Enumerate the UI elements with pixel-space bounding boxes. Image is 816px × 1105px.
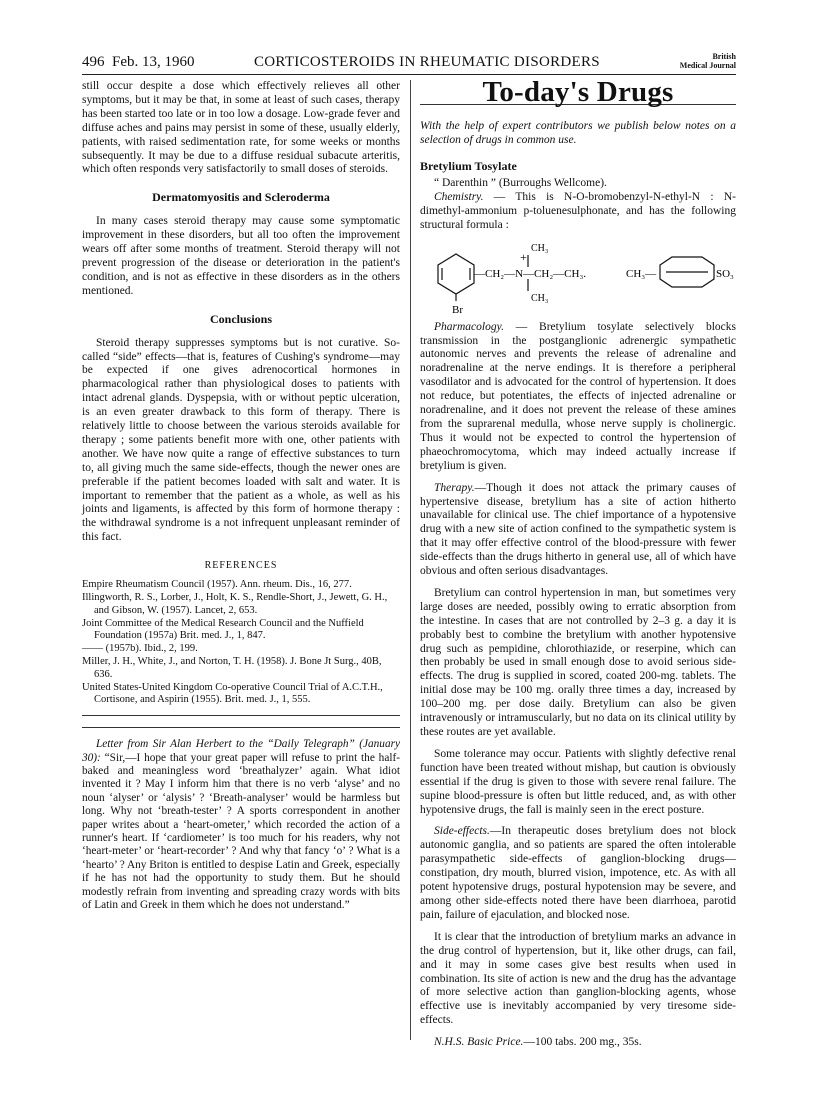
therapy-paragraph <box>420 482 736 579</box>
side-effects-text: —In therapeutic doses bretylium does not block autonomic ganglia, and so patients are spared the often intolerable parasympathetic side-effects of ganglion-blocking drugs—constipation, dry mouth, blurred vision, impotence, etc. As with all potent hypotensive drugs, postural hypotension may be severe, and among other side-effects noted there have been diarrhoea, parotid pain, failure of ejaculation, and blocked nose. <box>420 825 736 921</box>
formula-bromo: Br <box>452 303 463 316</box>
therapy-text: —Though it does not attack the primary causes of hypertensive disease, bretylium has a site of action hitherto unavailable for clinical use. The chief importance of a hypotensive drug with a new site of action confined to the sympathetic system is that it may offer effective control of the blood-pressure with fewer side-effects than the drugs hitherto in general use, all of which have obvious and often serious disadvantages. <box>420 481 736 578</box>
section-heading-conclusions: Conclusions <box>209 311 273 326</box>
structural-formula <box>420 235 736 317</box>
formula-sulphonate: SO₃ <box>716 267 734 280</box>
reference-item: Joint Committee of the Medical Research Council and the Nuffield Foundation (1957a) Brit. med. J., 1, 847. <box>82 617 364 641</box>
summary-paragraph: It is clear that the introduction of bretylium marks an advance in the drug control of hypertension, but it, like other drugs, can fail, and it may in some cases give best results when used in combination. Its site of action is new and the drug has the advantage of more selective action than ganglion-blocking agents, whose effective use is inevitably accompanied by very tiresome side-effects. <box>420 930 736 1027</box>
herbert-letter <box>82 738 400 912</box>
journal-name <box>680 52 736 70</box>
drug-heading: Bretylium Tosylate <box>420 159 517 174</box>
section-title-todays-drugs: To-day's Drugs <box>482 76 674 108</box>
therapy-label: Therapy. <box>434 481 475 494</box>
tolerance-paragraph: Some tolerance may occur. Patients with slightly defective renal function have been treated without mishap, but caution is obviously essential if the drug is given to those with severe renal failure. The supine blood-pressure is often but little reduced, and, as with other hypotensive drugs, the fall is mainly seen in the erect posture. <box>420 747 736 816</box>
reference-item: Illingworth, R. S., Lorber, J., Holt, K. S., Rendle-Short, J., Jewett, G. H., and Gibson, W. (1957). Lancet, 2, 653. <box>82 592 388 616</box>
section-rule <box>82 715 400 716</box>
letter-body: “Sir,—I hope that your great paper will refuse to print the half-baked and meaningless word ‘breathalyzer’ again. What idiot invented it ? May I inform him that there is no verb ‘alyse’ and no noun ‘alyser’ or ‘alysis’ ? ‘Breath-analyser’ would be harmless but long. Why not ‘breath-tester’ ? A sports correspondent in another paper writes about a ‘heart-ometer,’ which recorded the action of a runner's heart. If ‘cardiometer’ is too much for his readers, why not ‘heart-meter’ or ‘heart-recorder’ ? And why that fancy ‘o’ ? What is a ‘hearto’ ? Any Briton is entitled to despise Latin and Greek, especially if he has not had the opportunity to study them. But he should modestly refrain from inventing and spreading crazy words with bits of Latin and Greek in them which he does not understand.” <box>82 751 400 911</box>
journal-name-line2: Medical Journal <box>679 61 736 70</box>
running-header <box>82 52 736 74</box>
column-divider <box>410 80 411 1040</box>
formula-methyl-top: CH₃ <box>531 242 549 254</box>
structural-formula-diagram <box>420 235 736 317</box>
issue-date: Feb. 13, 1960 <box>112 54 195 70</box>
pharmacology-text: — Bretylium tosylate selectively blocks transmission in the postganglionic adrenergic sympathetic autonomic nerves and prevents the release of adrenaline and noradrenaline at the nerve endings. It is therefore a peripheral vasodilator and is advocated for the control of hypertension. It does not reduce, but potentiates, the effects of injected adrenaline or noradrenaline, and it does not prevent the release of these amines from the suprarenal medulla, whose nerve supply is cholinergic. Thus it would not be expected to control the hypertension of phaeochromocytoma, which may indeed actually increase if bretylium is given. <box>420 320 736 472</box>
formula-tosyl-methyl: CH₃— <box>626 267 657 280</box>
running-title: CORTICOSTEROIDS IN RHEUMATIC DISORDERS <box>254 54 600 70</box>
letter-title: Letter from Sir Alan Herbert to the “Daily Telegraph” (January 30): <box>82 738 400 764</box>
reference-list <box>82 579 400 706</box>
pharmacology-paragraph <box>420 321 736 474</box>
dosage-paragraph: Bretylium can control hypertension in man, but sometimes very large doses are needed, possibly owing to erratic absorption from the intestine. In cases that are not controlled by 2–3 g. a day it is probably best to combine the bretylium with another hypotensive drug such as pempidine, chlorothiazide, or reserpine, which can then probably be used in small enough dose to avoid serious side-effects. The drug is supplied in scored, coated 200-mg. tablets. The initial dose may be 100 mg. orally three times a day, increased by 100–200 mg. per dose daily. Bretylium can also be given intravenously or intramuscularly, but no data on its clinical utility by these routes are yet available. <box>420 586 736 738</box>
page-number-date <box>82 54 195 71</box>
formula-chain: —CH₂—N—CH₂—CH₃. <box>474 267 587 280</box>
price-line <box>420 1036 736 1050</box>
header-rule <box>82 74 736 75</box>
reference-item: Miller, J. H., White, J., and Norton, T. H. (1958). J. Bone Jt Surg., 40B, 636. <box>82 656 382 680</box>
formula-methyl-bottom: CH₃ <box>531 292 549 304</box>
benzene-ring <box>438 254 474 294</box>
arteritis-paragraph: still occur despite a dose which effectively relieves all other symptoms, but it may be that, in some at least of such cases, therapy has been started too late or in too low a dosage. Low-grade fever and diffuse aches and pains may persist in some of these, usually elderly, patients, with raised sedimentation rate, for some weeks or months subsequently. It may be due to a diffuse residual subacute arteritis, which often responds very satisfactorily to small doses of steroids. <box>82 80 400 176</box>
side-effects-label: Side-effects. <box>434 825 490 838</box>
reference-item: —— (1957b). Ibid., 2, 199. <box>82 643 198 655</box>
page-number: 496 <box>82 54 105 70</box>
section-heading-dermatomyositis: Dermatomyositis and Scleroderma <box>152 190 330 205</box>
intro-note: With the help of expert contributors we publish below notes on a selection of drugs in common use. <box>420 119 736 146</box>
formula-plus: + <box>520 249 527 264</box>
price-text: —100 tabs. 200 mg., 35s. <box>523 1036 642 1049</box>
price-label: N.H.S. Basic Price. <box>434 1036 524 1049</box>
right-column <box>420 76 736 1050</box>
dermatomyositis-paragraph: In many cases steroid therapy may cause some symptomatic improvement in these disorders, but all too often the improvement wears off after some months of treatment. Steroid therapy will not prevent progression of the disease or deterioration in the patient's condition, and is not as effective in these disorders as in the others mentioned. <box>82 215 400 297</box>
conclusions-paragraph: Steroid therapy suppresses symptoms but is not curative. So-called “side” effects—that is, features of Cushing's syndrome—may be expected if one gives adrenocortical hormones in pharmacological rather than physiological doses to patients with intact adrenal glands. Dyspepsia, with or without peptic ulceration, is an even greater drawback to this form of therapy. There is relatively little to choose between the various steroids available for therapy ; some patients benefit more with one, other patients with another. We have now quite a range of effective substances to turn to, all giving much the same side-effects, though the newer ones are preferable if the patient becomes loaded with salt and water. It is important to remember that the patient as a whole, as well as his joints and ligaments, is affected by this form of hormone therapy : the withdrawal syndrome is a not infrequent unpleasant reminder of this fact. <box>82 336 400 544</box>
reference-item: Empire Rheumatism Council (1957). Ann. rheum. Dis., 16, 277. <box>82 579 352 591</box>
left-column <box>82 80 400 912</box>
journal-name-line1: British <box>712 52 736 61</box>
chemistry-paragraph <box>420 191 736 233</box>
reference-item: United States-United Kingdom Co-operative Council Trial of A.C.T.H., Cortisone, and Aspirin (1955). Brit. med. J., 1, 555. <box>82 681 383 705</box>
side-effects-paragraph <box>420 825 736 922</box>
chemistry-label: Chemistry. <box>434 190 484 203</box>
references-heading: REFERENCES <box>204 560 278 572</box>
trade-name: “ Darenthin ” (Burroughs Wellcome). <box>434 177 607 189</box>
chemistry-text: — This is N-O-bromobenzyl-N-ethyl-N : N-dimethyl-ammonium p-toluenesulphonate, and has the following structural formula : <box>420 190 736 231</box>
pharmacology-label: Pharmacology. <box>434 320 504 333</box>
